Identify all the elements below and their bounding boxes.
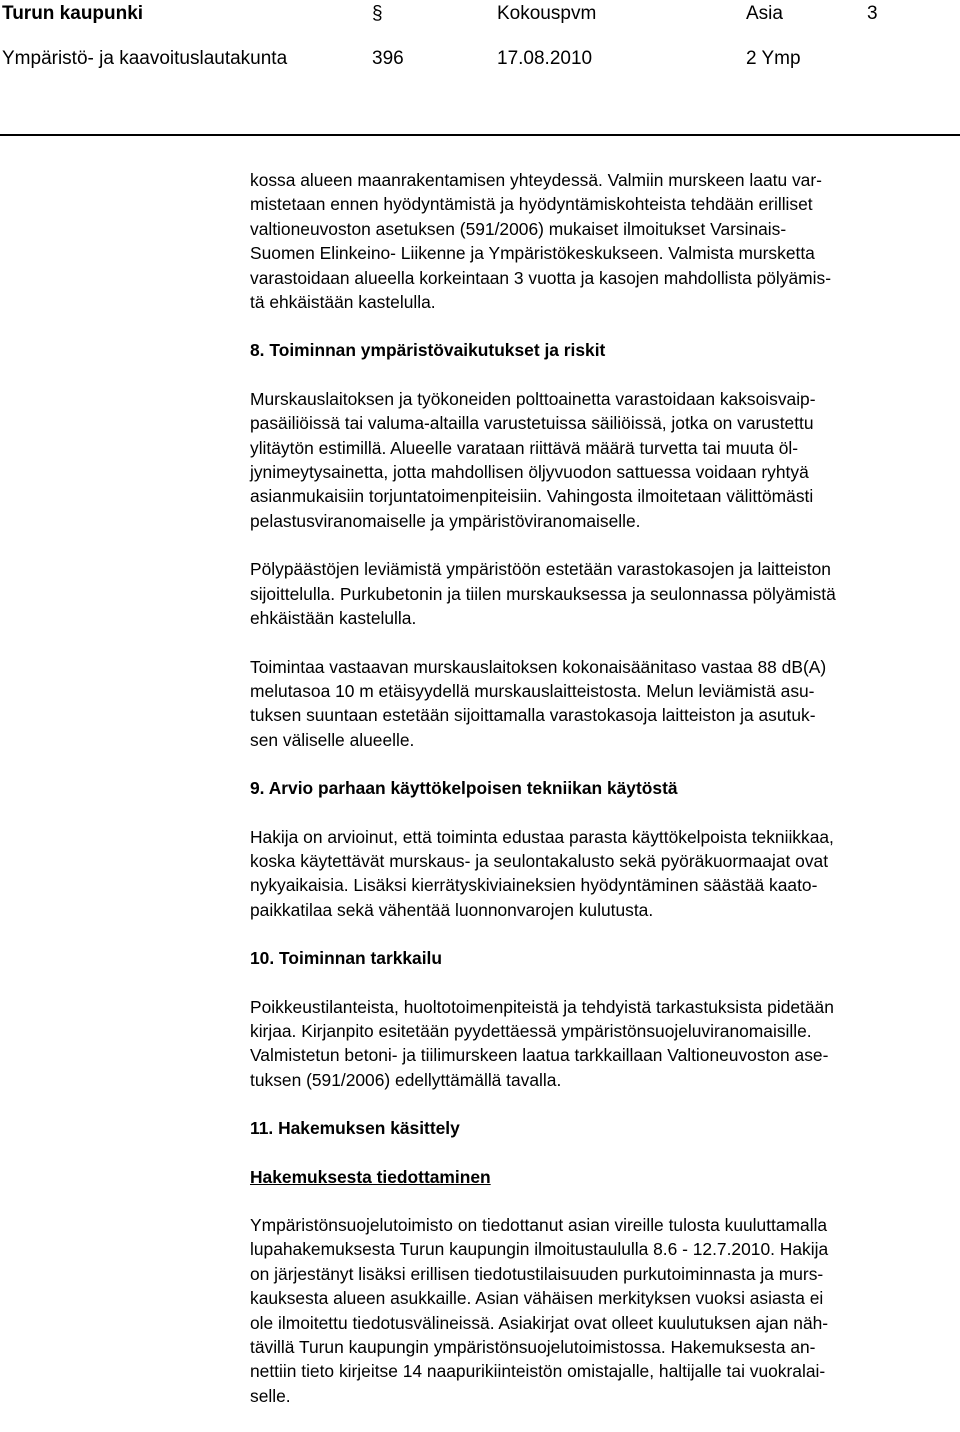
section-title: Arvio parhaan käyttökelpoisen tekniikan käytöstä: [268, 778, 678, 799]
item-label: Asia: [746, 3, 783, 24]
text-line: ylitäytön estimillä. Alueelle varataan riittävä määrä turvetta tai muuta öl-: [250, 437, 799, 458]
text-line: melutasoa 10 m etäisyydellä murskauslaitteistosta. Melun leviämistä asu-: [250, 680, 815, 701]
text-line: pelastusviranomaiselle ja ympäristöviranomaiselle.: [250, 510, 641, 531]
section-title: Toiminnan ympäristövaikutukset ja riskit: [269, 340, 606, 361]
section-11-heading: [250, 1116, 955, 1140]
text-line: Pölypäästöjen leviämistä ympäristöön estetään varastokasojen ja laitteiston: [250, 559, 831, 580]
text-line: on järjestänyt lisäksi erillisen tiedotustilaisuuden purkutoiminnasta ja murs-: [250, 1263, 824, 1284]
text-line: kossa alueen maanrakentamisen yhteydessä. Valmiin murskeen laatu var-: [250, 170, 822, 190]
text-line: koska käytettävät murskaus- ja seulontakalusto sekä pyöräkuormaajat ovat: [250, 850, 829, 871]
text-line: Suomen Elinkeino- Liikenne ja Ympäristökeskukseen. Valmista mursketta: [250, 243, 815, 264]
page-number: 3: [867, 3, 878, 24]
section-mark: §: [372, 3, 383, 24]
text-line: kirjaa. Kirjanpito esitetään pyydettäessä ympäristönsuojeluviranomaisille.: [250, 1020, 812, 1041]
text-line: Poikkeustilanteista, huoltotoimenpiteistä ja tehdyistä tarkastuksista pidetään: [250, 996, 834, 1017]
text-line: kauksesta alueen asukkaille. Asian vähäisen merkityksen vuoksi asiasta ei: [250, 1288, 824, 1309]
meeting-date: 17.08.2010: [497, 48, 593, 69]
section-title: Toiminnan tarkkailu: [279, 948, 443, 969]
section-10-paragraph-1: [250, 995, 955, 1093]
section-8-paragraph-3: [250, 655, 955, 753]
text-line: tuksen (591/2006) edellyttämällä tavalla.: [250, 1069, 562, 1090]
section-9-heading: [250, 776, 955, 800]
text-line: valtioneuvoston asetuksen (591/2006) mukaiset ilmoitukset Varsinais-: [250, 218, 787, 239]
section-number: 396: [372, 48, 404, 69]
text-line: selle.: [250, 1385, 291, 1406]
org-name: Turun kaupunki: [2, 3, 144, 24]
text-line: Ympäristönsuojelutoimisto on tiedottanut asian vireille tulosta kuuluttamalla: [250, 1215, 828, 1235]
section-8-heading: [250, 338, 955, 362]
section-number: 8.: [250, 340, 265, 361]
text-line: ehkäistään kastelulla.: [250, 608, 417, 629]
text-line: tä ehkäistään kastelulla.: [250, 292, 436, 313]
section-10-heading: [250, 946, 955, 970]
section-number: 10.: [250, 948, 275, 969]
item-number: 2 Ymp: [746, 48, 801, 69]
text-line: nykyaikaisia. Lisäksi kierrätyskiviaineksien hyödyntäminen säästää kaato-: [250, 875, 818, 896]
section-8-paragraph-2: [250, 557, 955, 630]
committee-name: Ympäristö- ja kaavoituslautakunta: [2, 48, 288, 69]
text-line: sijoittelulla. Purkubetonin ja tiilen murskauksessa ja seulonnassa pölyämistä: [250, 583, 836, 604]
section-9-paragraph-1: [250, 825, 955, 923]
section-title: Hakemuksen käsittely: [278, 1118, 460, 1139]
section-number: 9.: [250, 778, 265, 799]
text-line: pasäiliöissä tai valuma-altailla varustetuissa säiliöissä, jotka on varustettu: [250, 413, 814, 434]
header-divider: [0, 134, 960, 136]
text-line: Murskauslaitoksen ja työkoneiden polttoainetta varastoidaan kaksoisvaip-: [250, 388, 816, 409]
intro-paragraph: [250, 168, 955, 314]
text-line: Toimintaa vastaavan murskauslaitoksen kokonaisäänitaso vastaa 88 dB(A): [250, 656, 827, 677]
section-number: 11.: [250, 1118, 274, 1139]
text-line: sen väliselle alueelle.: [250, 729, 415, 750]
text-line: Hakija on arvioinut, että toiminta edustaa parasta käyttökelpoista tekniikkaa,: [250, 826, 834, 847]
text-line: ole ilmoitettu tiedotusvälineissä. Asiakirjat ovat olleet kuulutuksen ajan näh-: [250, 1312, 829, 1333]
text-line: paikkatilaa sekä vähentää luonnonvarojen kulutusta.: [250, 899, 654, 920]
meeting-date-label: Kokouspvm: [497, 3, 597, 24]
text-line: tävillä Turun kaupungin ympäristönsuojelutoimistossa. Hakemuksesta an-: [250, 1337, 816, 1358]
text-line: varastoidaan alueella korkeintaan 3 vuotta ja kasojen mahdollista pölyämis-: [250, 267, 831, 288]
text-line: Valmistetun betoni- ja tiilimurskeen laatua tarkkaillaan Valtioneuvoston ase-: [250, 1045, 829, 1066]
text-line: asianmukaisiin torjuntatoimenpiteisiin. Vahingosta ilmoitetaan välittömästi: [250, 486, 814, 507]
section-8-paragraph-1: [250, 387, 955, 533]
text-line: tuksen suuntaan estetään sijoittamalla varastokasoja laitteiston ja asutuk-: [250, 705, 816, 726]
section-11-paragraph-1: [250, 1213, 955, 1408]
text-line: mistetaan ennen hyödyntämistä ja hyödyntämiskohteista tehdään erilliset: [250, 194, 813, 215]
document-body: [250, 168, 955, 1432]
text-line: lupahakemuksesta Turun kaupungin ilmoitustaululla 8.6 - 12.7.2010. Hakija: [250, 1239, 829, 1260]
section-11-subheading: Hakemuksesta tiedottaminen: [250, 1166, 491, 1187]
text-line: jynimeytysainetta, jotta mahdollisen öljyvuodon sattuessa voidaan ryhtyä: [250, 462, 809, 483]
text-line: nettiin tieto kirjeitse 14 naapurikiinteistön omistajalle, haltijalle tai vuokralai-: [250, 1361, 826, 1382]
